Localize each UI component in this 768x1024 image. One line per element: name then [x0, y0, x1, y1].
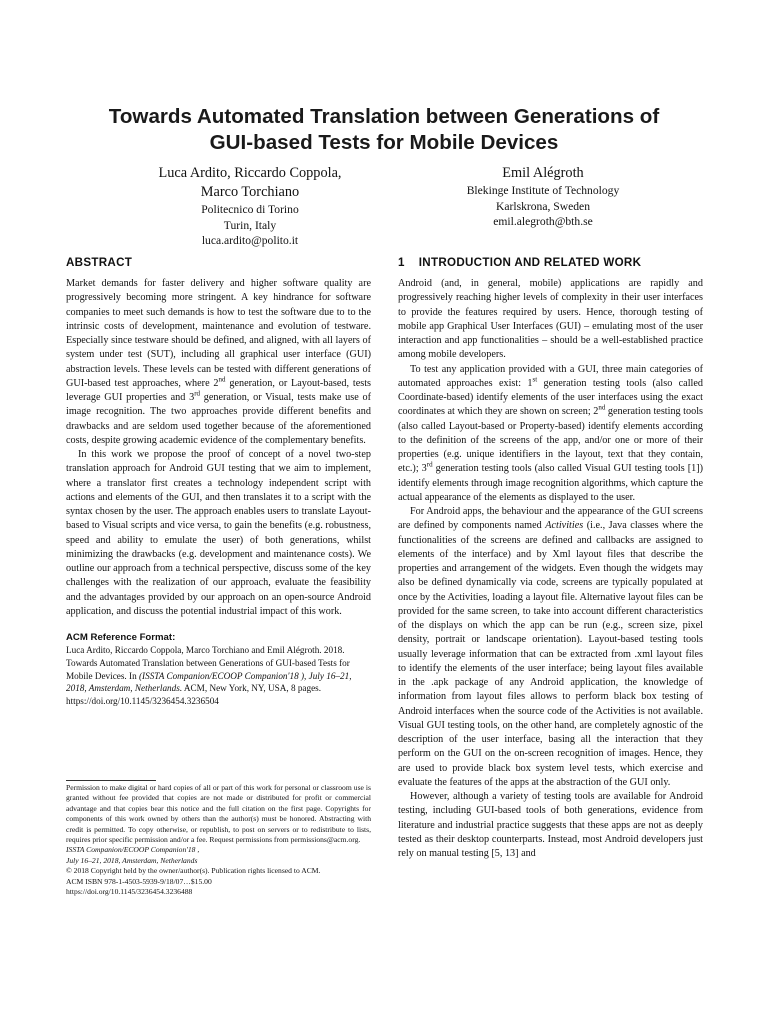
intro-paragraph-1: Android (and, in general, mobile) applications are rapidly and progressively reaching higher levels of complexity in their user interfaces to provide the features required by users. Hence, thorough testing of mobile app Graphical User Interfaces (GUI) – emulating most of the user interaction and app functionalities – should be a well-established practice among mobile developers.	[398, 278, 703, 361]
abstract-paragraph-2: In this work we propose the proof of concept of a novel two-step translation approach for Android GUI testing that we aim to implement, where a translator first creates a technology independent script with actions and elements of the GUI, and then translates it to a script with the syntax chosen by the user. The approach enables users to translate Layout-based to Visual scripts and vice versa, to gain the benefits (e.g. robustness, speed and ability to emulate the user) of both generations, whilst minimizing the drawbacks (e.g. development and maintenance costs). We outline our approach from a technical perspective, discuss some of the key challenges with the realization of our approach, evaluate the feasibility and the advantages provided by our approach on an open-source Android application, and discuss the potential industrial impact of this work.	[66, 449, 371, 617]
left-column	[66, 256, 371, 708]
abstract-heading: ABSTRACT	[66, 256, 133, 269]
footnote-venue-line-2: July 16–21, 2018, Amsterdam, Netherlands	[66, 855, 198, 865]
author-email[interactable]: emil.alegroth@bth.se	[493, 215, 593, 229]
author-location: Turin, Italy	[223, 218, 277, 232]
footnote	[66, 783, 371, 897]
author-email[interactable]: luca.ardito@polito.it	[201, 234, 299, 248]
reference-format-text: Luca Ardito, Riccardo Coppola, Marco Torchiano and Emil Alégroth. 2018. Towards Automated Translation between Generations of GUI-based Tests for Mobile Devices. In (ISSTA Companion/ECOOP Companion'18 ), July 16–21, 2018, Amsterdam, Netherlands. ACM, New York, NY, USA, 8 pages. https://doi.org/10.1145/3236454.3236504	[66, 645, 352, 707]
isbn: ACM ISBN 978-1-4503-5939-9/18/07…$15.00	[66, 876, 212, 886]
section-number: 1	[398, 256, 405, 269]
copyright-notice: © 2018 Copyright held by the owner/author(s). Publication rights licensed to ACM.	[66, 866, 321, 876]
intro-paragraph-3: For Android apps, the behaviour and the appearance of the GUI screens are defined by components named Activities (i.e., Java classes where the functionalities of the screens are defined and callbacks are assigned to elements of the interface) and by Xml layout files that describe the properties and arrangement of the widgets. Even though the widgets may also be defined dynamically via code, screens are typically populated at once by the Activities, loading a layout file. Alternative layout files can be provided for the same screen, to take into account different characteristics of the displays on which the app can be run (e.g., screen size, pixel density, portrait or landscape orientation). Layout-based testing tools usually leverage information that can be extracted from .xml layout files to identify the elements of the user interface; being layout files available in the .apk package of any Android application, the knowledge of information from layout files allows to perform black box testing of Android interfaces when the source code of the Activities is not available. Visual GUI testing tools, on the other hand, are completely agnostic of the description of the user interface, basing all the interaction that they perform on the GUI on the on-screen recognition of images. Hence, they are used to provide black box system level tests, which exercise and evaluate the features of the apps at the abstraction of the GUI only.	[398, 506, 704, 788]
title-line-1: Towards Automated Translation between Generations of	[108, 105, 660, 128]
paper-title	[60, 104, 708, 156]
author-affiliation: Politecnico di Torino	[201, 203, 299, 216]
author-block-2	[413, 164, 673, 230]
permission-notice: Permission to make digital or hard copies of all or part of this work for personal or classroom use is granted without fee provided that copies are not made or distributed for profit or commercial advantage and that copies bear this notice and the full citation on the first page. Copyrights for components of this work owned by others than the author(s) must be honored. Abstracting with credit is permitted. To copy otherwise, or republish, to post on servers or to redistribute to lists, requires prior specific permission and/or a fee. Request permissions from permissions@acm.org.	[66, 783, 371, 845]
author-names-line-2: Marco Torchiano	[200, 184, 300, 200]
intro-paragraph-4: However, although a variety of testing tools are available for Android testing, including GUI-based tools of both generations, evidence from literature and industrial practice suggests that these apps are not as deeply tested as their desktop counterparts. Instead, most Android developers just rely on manual testing [5, 13] and	[398, 791, 703, 859]
footnote-divider	[66, 780, 156, 781]
right-column	[398, 256, 703, 861]
title-line-2: GUI-based Tests for Mobile Devices	[209, 131, 559, 154]
section-title: INTRODUCTION AND RELATED WORK	[418, 256, 642, 269]
author-name: Emil Alégroth	[502, 165, 584, 181]
author-names-line-1: Luca Ardito, Riccardo Coppola,	[158, 165, 342, 181]
section-heading-introduction	[398, 256, 703, 270]
author-block-1	[110, 164, 390, 249]
abstract-paragraph-1: Market demands for faster delivery and higher software quality are progressively becoming more stringent. A key hindrance for software companies to meet such demands is how to test the software due to to the intrinsic costs of development, maintenance and evolution of testware. Especially since testware should be defined, and aligned, with all layers of system under test (SUT), including all graphical user interface (GUI) abstraction levels. These levels can be tested with different generations of GUI-based test approaches, where 2nd generation, or Layout-based, tests leverage GUI properties and 3rd generation, or Visual, tests make use of image recognition. The two approaches provide different benefits and drawbacks and are seldom used together because of the aforementioned costs, despite growing academic evidence of the complementary benefits.	[66, 278, 371, 446]
author-affiliation: Blekinge Institute of Technology	[466, 184, 620, 197]
intro-paragraph-2: To test any application provided with a GUI, three main categories of automated approaches exist: 1st generation testing tools (also called Coordinate-based) identify elements of the user interfaces using the exact coordinates at which they are shown on screen; 2nd generation testing tools (also called Layout-based or Property-based) identify elements according to the definition of the screens of the app, and/or one or more of their properties (e.g. unique identifiers in the layout, text that they contain, etc.); 3rd generation testing tools (also called Visual GUI testing tools [1]) identify elements through image recognition algorithms, which capture the actual appearance of the elements as displayed to the user.	[398, 363, 703, 503]
author-location: Karlskrona, Sweden	[495, 199, 590, 213]
reference-format-heading: ACM Reference Format:	[66, 632, 176, 643]
footnote-venue-line-1: ISSTA Companion/ECOOP Companion'18 ,	[66, 845, 200, 855]
doi-link[interactable]: https://doi.org/10.1145/3236454.3236488	[66, 887, 193, 897]
